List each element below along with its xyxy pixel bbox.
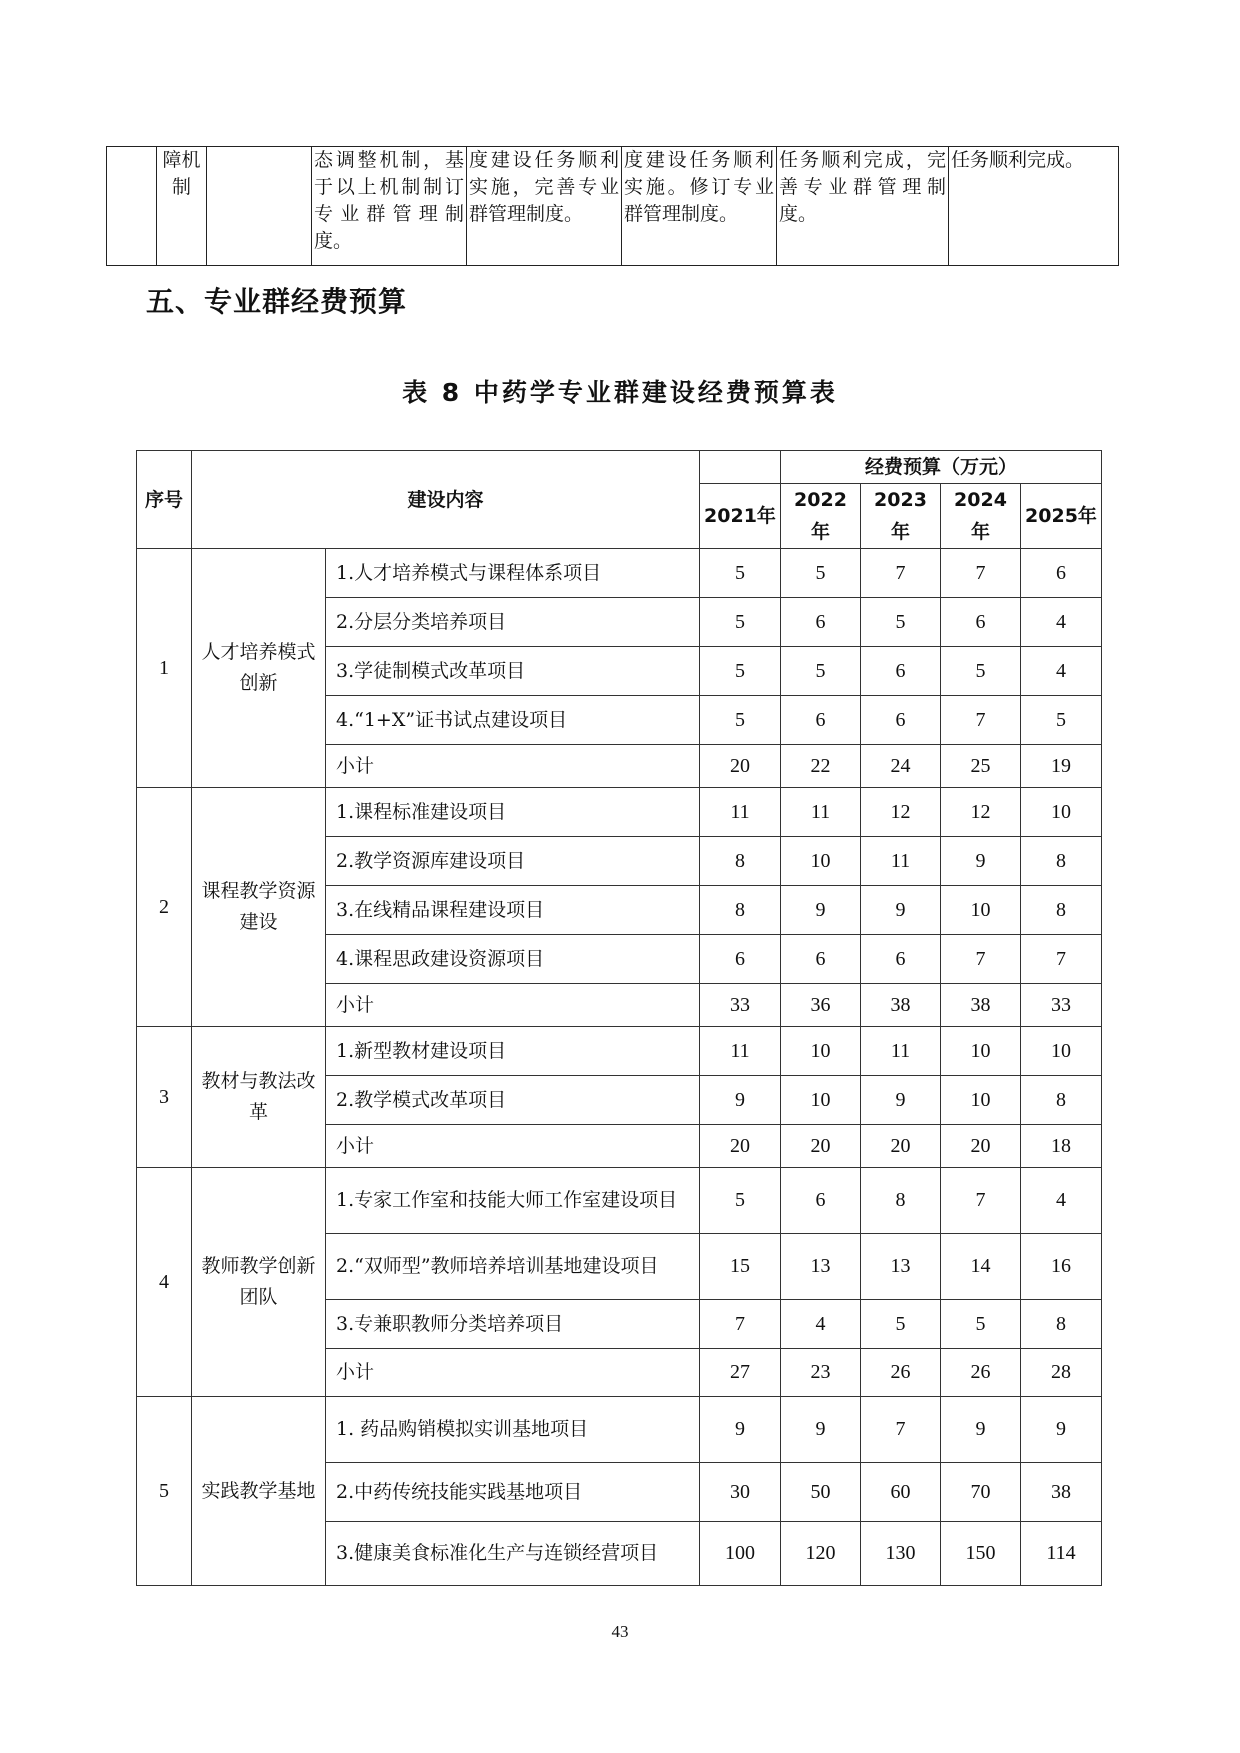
budget-value: 5 xyxy=(700,647,781,696)
budget-value: 7 xyxy=(861,1397,941,1463)
group-category: 课程教学资源建设 xyxy=(192,788,326,1027)
continued-cell-text: 度建设任务顺利实施，完善专业群管理制度。 xyxy=(467,147,622,266)
budget-value: 38 xyxy=(1021,1463,1102,1522)
group-seq: 1 xyxy=(137,549,192,788)
budget-value: 10 xyxy=(941,1027,1021,1076)
section-heading: 五、专业群经费预算 xyxy=(146,285,408,318)
continued-cell-category: 障机制 xyxy=(157,147,207,266)
budget-value: 9 xyxy=(1021,1397,1102,1463)
budget-value: 10 xyxy=(1021,788,1102,837)
budget-value: 12 xyxy=(861,788,941,837)
group-seq: 3 xyxy=(137,1027,192,1168)
budget-value: 16 xyxy=(1021,1234,1102,1300)
budget-value: 26 xyxy=(861,1349,941,1397)
budget-value: 28 xyxy=(1021,1349,1102,1397)
budget-value: 7 xyxy=(941,1168,1021,1234)
budget-value: 5 xyxy=(861,1300,941,1349)
continued-cell-blank xyxy=(207,147,312,266)
header-year: 2024年 xyxy=(941,484,1021,549)
budget-value: 70 xyxy=(941,1463,1021,1522)
budget-value: 6 xyxy=(781,935,861,984)
budget-value: 15 xyxy=(700,1234,781,1300)
budget-value: 11 xyxy=(861,837,941,886)
budget-value: 120 xyxy=(781,1522,861,1586)
budget-value: 26 xyxy=(941,1349,1021,1397)
budget-value: 30 xyxy=(700,1463,781,1522)
header-year: 2023年 xyxy=(861,484,941,549)
header-seq: 序号 xyxy=(137,451,192,549)
budget-value: 4 xyxy=(781,1300,861,1349)
budget-value: 23 xyxy=(781,1349,861,1397)
budget-value: 5 xyxy=(700,549,781,598)
budget-value: 13 xyxy=(861,1234,941,1300)
budget-value: 9 xyxy=(781,886,861,935)
budget-value: 12 xyxy=(941,788,1021,837)
item-name: 1.专家工作室和技能大师工作室建设项目 xyxy=(326,1168,700,1234)
budget-value: 5 xyxy=(700,1168,781,1234)
budget-value: 9 xyxy=(941,1397,1021,1463)
item-name: 小计 xyxy=(326,1349,700,1397)
group-category: 教材与教法改革 xyxy=(192,1027,326,1168)
budget-value: 20 xyxy=(941,1125,1021,1168)
budget-value: 5 xyxy=(1021,696,1102,745)
continued-table-row xyxy=(107,147,1119,266)
budget-value: 6 xyxy=(861,935,941,984)
budget-value: 50 xyxy=(781,1463,861,1522)
continued-cell-seq xyxy=(107,147,157,266)
budget-value: 5 xyxy=(700,696,781,745)
budget-value: 9 xyxy=(861,1076,941,1125)
header-content: 建设内容 xyxy=(192,451,700,549)
budget-value: 5 xyxy=(861,598,941,647)
item-name: 4.“1+X”证书试点建设项目 xyxy=(326,696,700,745)
budget-value: 6 xyxy=(861,647,941,696)
budget-value: 10 xyxy=(1021,1027,1102,1076)
header-blank xyxy=(700,451,781,484)
budget-value: 20 xyxy=(700,745,781,788)
continued-cell-text: 任务顺利完成，完善专业群管理制度。 xyxy=(777,147,949,266)
budget-value: 19 xyxy=(1021,745,1102,788)
item-name: 2.中药传统技能实践基地项目 xyxy=(326,1463,700,1522)
budget-value: 100 xyxy=(700,1522,781,1586)
budget-value: 6 xyxy=(941,598,1021,647)
budget-value: 11 xyxy=(781,788,861,837)
budget-value: 14 xyxy=(941,1234,1021,1300)
table-row xyxy=(137,549,1102,598)
table-row xyxy=(137,788,1102,837)
budget-value: 5 xyxy=(700,598,781,647)
continued-cell-text: 度建设任务顺利实施。修订专业群管理制度。 xyxy=(622,147,777,266)
item-name: 1.新型教材建设项目 xyxy=(326,1027,700,1076)
budget-value: 27 xyxy=(700,1349,781,1397)
item-name: 小计 xyxy=(326,745,700,788)
header-year: 2022年 xyxy=(781,484,861,549)
budget-value: 114 xyxy=(1021,1522,1102,1586)
budget-value: 4 xyxy=(1021,647,1102,696)
group-seq: 5 xyxy=(137,1397,192,1586)
table-row xyxy=(137,1397,1102,1463)
header-year: 2021年 xyxy=(700,484,781,549)
budget-value: 6 xyxy=(781,1168,861,1234)
budget-value: 13 xyxy=(781,1234,861,1300)
budget-value: 5 xyxy=(941,647,1021,696)
budget-value: 7 xyxy=(941,696,1021,745)
budget-value: 5 xyxy=(781,647,861,696)
budget-value: 18 xyxy=(1021,1125,1102,1168)
budget-value: 33 xyxy=(1021,984,1102,1027)
budget-value: 8 xyxy=(700,886,781,935)
budget-value: 11 xyxy=(861,1027,941,1076)
group-category: 人才培养模式创新 xyxy=(192,549,326,788)
budget-value: 150 xyxy=(941,1522,1021,1586)
budget-value: 6 xyxy=(781,696,861,745)
page-number: 43 xyxy=(611,1622,629,1641)
budget-value: 4 xyxy=(1021,598,1102,647)
item-name: 3.专兼职教师分类培养项目 xyxy=(326,1300,700,1349)
budget-value: 6 xyxy=(700,935,781,984)
budget-value: 10 xyxy=(941,886,1021,935)
continued-table xyxy=(106,146,1119,266)
item-name: 2.分层分类培养项目 xyxy=(326,598,700,647)
item-name: 1.人才培养模式与课程体系项目 xyxy=(326,549,700,598)
budget-value: 7 xyxy=(941,935,1021,984)
budget-value: 10 xyxy=(781,1027,861,1076)
budget-value: 25 xyxy=(941,745,1021,788)
budget-value: 10 xyxy=(941,1076,1021,1125)
item-name: 3.学徒制模式改革项目 xyxy=(326,647,700,696)
item-name: 4.课程思政建设资源项目 xyxy=(326,935,700,984)
budget-value: 6 xyxy=(861,696,941,745)
budget-value: 38 xyxy=(861,984,941,1027)
budget-value: 60 xyxy=(861,1463,941,1522)
group-seq: 2 xyxy=(137,788,192,1027)
budget-value: 130 xyxy=(861,1522,941,1586)
budget-value: 9 xyxy=(700,1397,781,1463)
header-row xyxy=(137,451,1102,484)
budget-value: 20 xyxy=(781,1125,861,1168)
item-name: 2.“双师型”教师培养培训基地建设项目 xyxy=(326,1234,700,1300)
budget-value: 7 xyxy=(941,549,1021,598)
table-row xyxy=(137,1168,1102,1234)
item-name: 2.教学资源库建设项目 xyxy=(326,837,700,886)
continued-cell-text: 态调整机制，基于以上机制制订专业群管理制度。 xyxy=(312,147,467,266)
budget-value: 8 xyxy=(700,837,781,886)
budget-value: 33 xyxy=(700,984,781,1027)
group-category: 实践教学基地 xyxy=(192,1397,326,1586)
item-name: 小计 xyxy=(326,984,700,1027)
group-seq: 4 xyxy=(137,1168,192,1397)
budget-value: 9 xyxy=(781,1397,861,1463)
item-name: 1. 药品购销模拟实训基地项目 xyxy=(326,1397,700,1463)
budget-value: 8 xyxy=(1021,886,1102,935)
budget-value: 5 xyxy=(781,549,861,598)
budget-value: 8 xyxy=(1021,837,1102,886)
budget-value: 5 xyxy=(941,1300,1021,1349)
budget-value: 11 xyxy=(700,1027,781,1076)
header-year: 2025年 xyxy=(1021,484,1102,549)
budget-value: 4 xyxy=(1021,1168,1102,1234)
budget-value: 6 xyxy=(781,598,861,647)
budget-value: 24 xyxy=(861,745,941,788)
item-name: 1.课程标准建设项目 xyxy=(326,788,700,837)
budget-value: 6 xyxy=(1021,549,1102,598)
table-caption: 表 8 中药学专业群建设经费预算表 xyxy=(402,378,838,407)
item-name: 3.健康美食标准化生产与连锁经营项目 xyxy=(326,1522,700,1586)
budget-value: 8 xyxy=(1021,1076,1102,1125)
item-name: 3.在线精品课程建设项目 xyxy=(326,886,700,935)
budget-value: 38 xyxy=(941,984,1021,1027)
budget-value: 9 xyxy=(861,886,941,935)
budget-value: 11 xyxy=(700,788,781,837)
item-name: 小计 xyxy=(326,1125,700,1168)
budget-value: 7 xyxy=(861,549,941,598)
table-row xyxy=(137,1027,1102,1076)
budget-value: 20 xyxy=(700,1125,781,1168)
budget-value: 22 xyxy=(781,745,861,788)
budget-value: 8 xyxy=(861,1168,941,1234)
item-name: 2.教学模式改革项目 xyxy=(326,1076,700,1125)
budget-value: 9 xyxy=(700,1076,781,1125)
budget-value: 36 xyxy=(781,984,861,1027)
budget-value: 7 xyxy=(700,1300,781,1349)
continued-cell-text: 任务顺利完成。 xyxy=(949,147,1119,266)
budget-value: 8 xyxy=(1021,1300,1102,1349)
budget-value: 9 xyxy=(941,837,1021,886)
group-category: 教师教学创新团队 xyxy=(192,1168,326,1397)
budget-value: 7 xyxy=(1021,935,1102,984)
budget-value: 20 xyxy=(861,1125,941,1168)
budget-value: 10 xyxy=(781,837,861,886)
header-budget-group: 经费预算（万元） xyxy=(781,451,1102,484)
budget-value: 10 xyxy=(781,1076,861,1125)
budget-table xyxy=(136,450,1102,1586)
